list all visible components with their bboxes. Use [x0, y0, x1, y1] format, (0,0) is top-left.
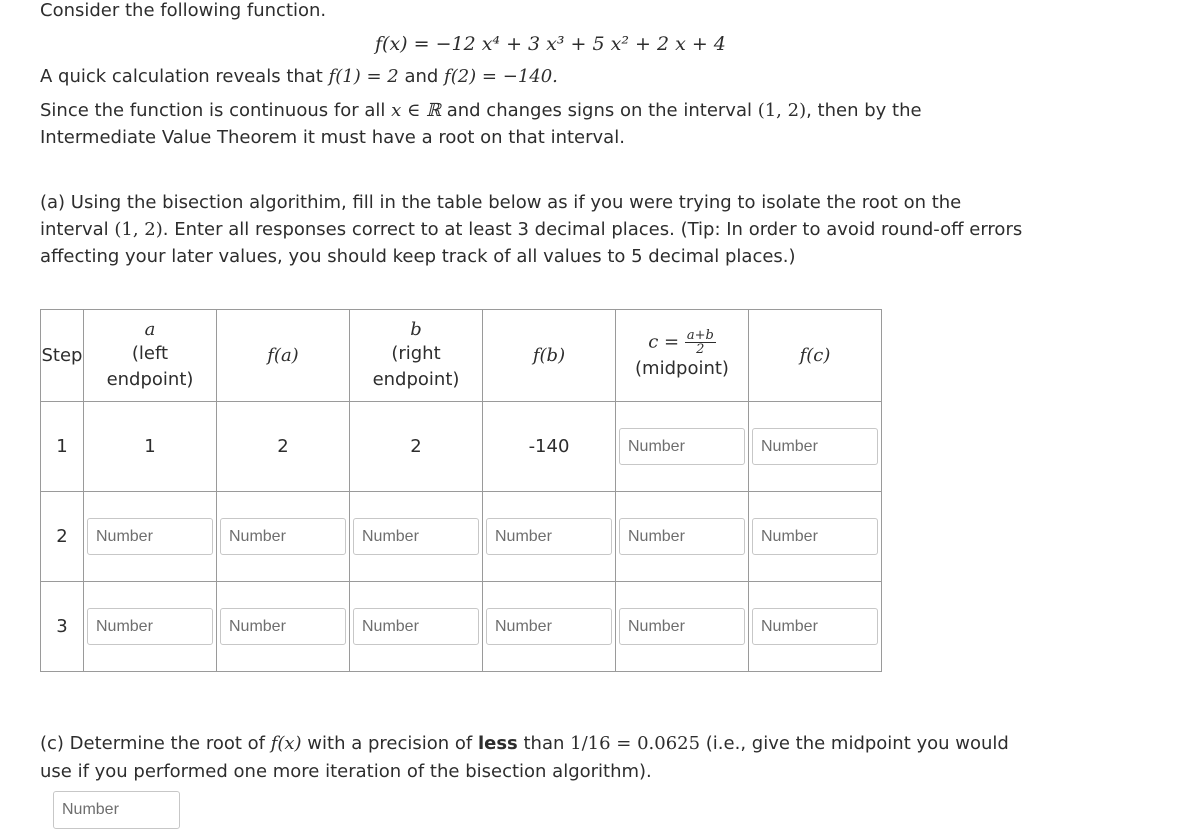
table-header-row [41, 310, 882, 402]
part-c-post: (i.e., give the midpoint you would [700, 733, 1009, 754]
part-a-post: . Enter all responses correct to at least 3 decimal places. (Tip: In order to avoid round-off errors [162, 219, 1023, 240]
header-c-numerator: a+b [686, 328, 714, 343]
c-input-row3[interactable] [619, 608, 745, 645]
fa-cell [217, 582, 350, 672]
header-c-fraction [685, 329, 716, 356]
fc-input-row3[interactable] [752, 608, 878, 645]
fc-cell [749, 582, 882, 672]
c-input-row2[interactable] [619, 518, 745, 555]
fa-value: 2 [217, 402, 350, 492]
b-value: 2 [350, 402, 483, 492]
fa-input-row3[interactable] [220, 608, 346, 645]
part-c-bold: less [477, 733, 518, 754]
header-fa-symbol: f(a) [267, 344, 299, 366]
function-definition: f(x) = −12 x⁴ + 3 x³ + 5 x² + 2 x + 4 [375, 33, 726, 55]
b-input-row3[interactable] [353, 608, 479, 645]
b-cell [350, 492, 483, 582]
header-step: Step [41, 310, 84, 402]
part-c-precision: 1/16 = 0.0625 [570, 733, 701, 754]
header-fc [749, 310, 882, 402]
header-c-denominator: 2 [696, 342, 705, 357]
part-c-line2: use if you performed one more iteration of the bisection algorithm). [40, 761, 652, 782]
header-c-pre: c = [648, 331, 680, 353]
fb-value: -140 [483, 402, 616, 492]
fb-input-row2[interactable] [486, 518, 612, 555]
calculation-statement [40, 66, 558, 88]
part-a-pre: interval [40, 219, 115, 240]
calc-f2: f(2) = −140. [444, 66, 558, 87]
header-c [616, 310, 749, 402]
header-fa [217, 310, 350, 402]
part-a-interval: (1, 2) [114, 219, 163, 240]
fb-input-row3[interactable] [486, 608, 612, 645]
header-a-label1: (left [131, 342, 169, 364]
intro-text: Consider the following function. [40, 0, 327, 21]
bisection-table [40, 309, 882, 672]
header-a-symbol: a [144, 318, 156, 340]
step-cell: 3 [41, 582, 84, 672]
a-input-row2[interactable] [87, 518, 213, 555]
part-c-fx: f(x) [270, 733, 302, 754]
header-c-formula [648, 329, 716, 356]
calc-pre: A quick calculation reveals that [40, 66, 329, 87]
part-a-line1: (a) Using the bisection algorithim, fill in the table below as if you were trying to isolate the root on the [40, 192, 962, 213]
part-c-pre: (c) Determine the root of [40, 733, 271, 754]
ivt-mid: and changes signs on the interval [440, 100, 758, 121]
header-a [84, 310, 217, 402]
header-b-label2: endpoint) [372, 368, 460, 390]
header-fc-symbol: f(c) [799, 344, 831, 366]
header-b-label1: (right [391, 342, 441, 364]
header-c-label: (midpoint) [635, 358, 729, 379]
ivt-post: , then by the [806, 100, 922, 121]
a-value: 1 [84, 402, 217, 492]
a-input-row3[interactable] [87, 608, 213, 645]
c-input-row1[interactable] [619, 428, 745, 465]
ivt-paragraph-line1 [40, 100, 922, 122]
table-row-1 [41, 402, 882, 492]
ivt-pre: Since the function is continuous for all [40, 100, 392, 121]
table-row-3 [41, 582, 882, 672]
header-fb-symbol: f(b) [532, 344, 566, 366]
calc-f1: f(1) = 2 [328, 66, 399, 87]
calc-mid: and [398, 66, 445, 87]
header-a-label2: endpoint) [106, 368, 194, 390]
table-row-2 [41, 492, 882, 582]
fc-cell [749, 492, 882, 582]
root-answer-input[interactable] [53, 791, 180, 829]
fa-cell [217, 492, 350, 582]
c-cell [616, 402, 749, 492]
c-cell [616, 492, 749, 582]
step-cell: 1 [41, 402, 84, 492]
part-c-mid: with a precision of [301, 733, 478, 754]
part-a-line3: affecting your later values, you should keep track of all values to 5 decimal places.) [40, 246, 796, 267]
fa-input-row2[interactable] [220, 518, 346, 555]
part-c-line1 [40, 733, 1009, 755]
ivt-domain: x ∈ ℝ [391, 100, 441, 121]
fb-cell [483, 492, 616, 582]
ivt-interval: (1, 2) [757, 100, 807, 121]
fc-input-row2[interactable] [752, 518, 878, 555]
c-cell [616, 582, 749, 672]
header-b [350, 310, 483, 402]
part-a-line2 [40, 219, 1022, 241]
step-cell: 2 [41, 492, 84, 582]
part-c-than: than [517, 733, 571, 754]
fc-input-row1[interactable] [752, 428, 878, 465]
b-cell [350, 582, 483, 672]
ivt-paragraph-line2: Intermediate Value Theorem it must have a root on that interval. [40, 127, 625, 148]
header-fb [483, 310, 616, 402]
a-cell [84, 582, 217, 672]
fc-cell [749, 402, 882, 492]
header-b-symbol: b [410, 318, 422, 340]
fb-cell [483, 582, 616, 672]
b-input-row2[interactable] [353, 518, 479, 555]
a-cell [84, 492, 217, 582]
